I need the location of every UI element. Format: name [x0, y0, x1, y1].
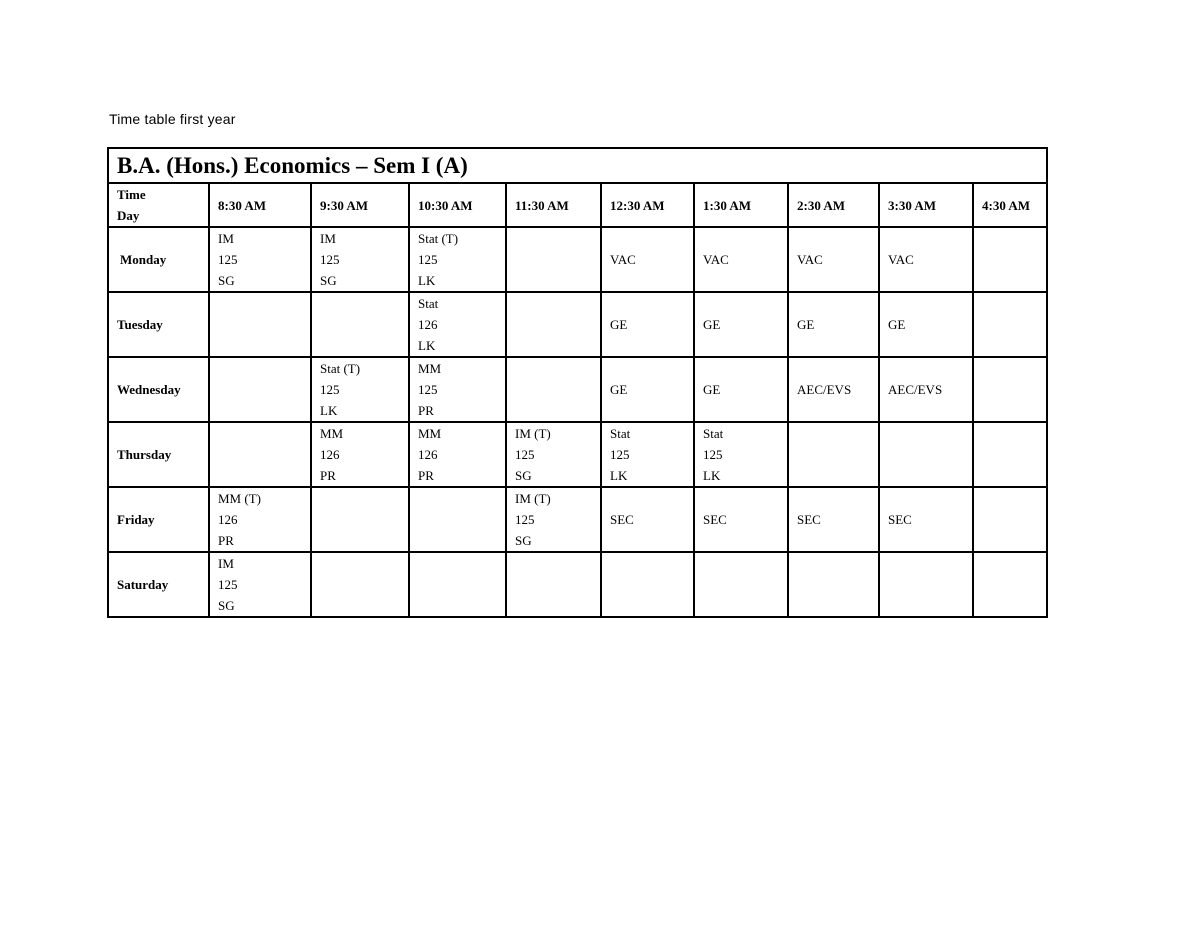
cell-line: 125	[320, 252, 340, 267]
timetable-cell	[409, 552, 506, 617]
cell-line: VAC	[703, 252, 729, 267]
cell-line: SG	[515, 533, 532, 548]
day-row-tuesday	[108, 292, 1047, 357]
timetable-cell	[601, 357, 694, 422]
timetable-cell	[973, 357, 1047, 422]
timetable-cell	[506, 292, 601, 357]
cell-line: SG	[320, 273, 337, 288]
timetable-cell	[788, 357, 879, 422]
timetable-cell	[788, 227, 879, 292]
cell-line: 126	[418, 447, 438, 462]
timetable-cell	[879, 422, 973, 487]
cell-line: GE	[888, 317, 906, 332]
timetable-cell	[209, 227, 311, 292]
cell-line: GE	[610, 382, 628, 397]
timetable-cell	[973, 487, 1047, 552]
time-day-corner	[108, 183, 209, 227]
timetable-cell	[506, 487, 601, 552]
page-caption: Time table first year	[109, 111, 236, 127]
cell-line: Stat (T)	[320, 361, 361, 376]
timetable-cell	[694, 422, 788, 487]
timetable-cell	[601, 422, 694, 487]
timetable-cell	[311, 552, 409, 617]
day-label: Saturday	[108, 552, 209, 617]
cell-line: LK	[610, 468, 628, 483]
timetable-cell	[973, 422, 1047, 487]
day-label: Thursday	[108, 422, 209, 487]
cell-line: GE	[797, 317, 815, 332]
cell-line: 125	[418, 252, 438, 267]
timetable-cell	[879, 292, 973, 357]
header-row	[108, 183, 1047, 227]
header-time-7: 2:30 AM	[788, 183, 879, 227]
timetable	[107, 147, 1048, 618]
cell-line: 125	[703, 447, 723, 462]
timetable-cell	[209, 422, 311, 487]
timetable-cell	[209, 552, 311, 617]
cell-line: SG	[218, 273, 235, 288]
cell-line: LK	[703, 468, 721, 483]
cell-line: SEC	[610, 512, 634, 527]
corner-day-label: Day	[117, 208, 140, 223]
timetable-cell	[311, 227, 409, 292]
timetable-cell	[506, 422, 601, 487]
timetable-cell	[601, 552, 694, 617]
timetable-cell	[973, 552, 1047, 617]
cell-line: MM (T)	[218, 491, 261, 506]
cell-line: AEC/EVS	[888, 382, 943, 397]
cell-line: MM	[418, 361, 442, 376]
day-label: Wednesday	[108, 357, 209, 422]
header-time-3: 10:30 AM	[409, 183, 506, 227]
day-row-wednesday	[108, 357, 1047, 422]
cell-line: 125	[418, 382, 438, 397]
timetable-cell	[694, 487, 788, 552]
day-row-monday	[108, 227, 1047, 292]
day-row-thursday	[108, 422, 1047, 487]
cell-line: 125	[218, 252, 238, 267]
timetable-cell	[879, 227, 973, 292]
cell-line: AEC/EVS	[797, 382, 852, 397]
cell-line: IM	[218, 556, 234, 571]
timetable-cell	[879, 357, 973, 422]
timetable-cell	[209, 292, 311, 357]
timetable-cell	[879, 552, 973, 617]
cell-line: 125	[610, 447, 630, 462]
cell-line: 125	[320, 382, 340, 397]
timetable-cell	[788, 487, 879, 552]
cell-line: PR	[418, 403, 434, 418]
timetable-cell	[311, 422, 409, 487]
corner-time-label: Time	[117, 187, 146, 202]
timetable-cell	[694, 292, 788, 357]
cell-line: LK	[418, 338, 436, 353]
header-time-1: 8:30 AM	[209, 183, 311, 227]
timetable-cell	[694, 357, 788, 422]
timetable-cell	[788, 292, 879, 357]
header-time-9: 4:30 AM	[973, 183, 1047, 227]
cell-line: PR	[418, 468, 434, 483]
timetable-cell	[788, 552, 879, 617]
timetable-cell	[788, 422, 879, 487]
cell-line: Stat	[610, 426, 631, 441]
header-time-8: 3:30 AM	[879, 183, 973, 227]
cell-line: PR	[320, 468, 336, 483]
cell-line: 125	[515, 447, 535, 462]
timetable-cell	[209, 357, 311, 422]
timetable-cell	[879, 487, 973, 552]
timetable-cell	[694, 227, 788, 292]
cell-line: GE	[610, 317, 628, 332]
timetable-cell	[601, 292, 694, 357]
day-label: Friday	[108, 487, 209, 552]
timetable-cell	[506, 357, 601, 422]
cell-line: Stat	[418, 296, 439, 311]
timetable-cell	[506, 227, 601, 292]
cell-line: LK	[418, 273, 436, 288]
cell-line: SEC	[797, 512, 821, 527]
timetable-cell	[973, 227, 1047, 292]
day-label: Tuesday	[108, 292, 209, 357]
cell-line: 126	[320, 447, 340, 462]
timetable-cell	[601, 487, 694, 552]
header-time-6: 1:30 AM	[694, 183, 788, 227]
timetable-cell	[311, 292, 409, 357]
timetable-cell	[311, 357, 409, 422]
cell-line: SEC	[703, 512, 727, 527]
cell-line: VAC	[797, 252, 823, 267]
cell-line: 126	[218, 512, 238, 527]
timetable-cell	[409, 357, 506, 422]
cell-line: SG	[515, 468, 532, 483]
cell-line: MM	[418, 426, 442, 441]
cell-line: 125	[218, 577, 238, 592]
timetable-cell	[409, 422, 506, 487]
header-time-2: 9:30 AM	[311, 183, 409, 227]
cell-line: Stat	[703, 426, 724, 441]
cell-line: MM	[320, 426, 344, 441]
cell-line: GE	[703, 317, 721, 332]
cell-line: 125	[515, 512, 535, 527]
day-label: Monday	[108, 227, 209, 292]
timetable-title: B.A. (Hons.) Economics – Sem I (A)	[108, 148, 1047, 183]
cell-line: VAC	[610, 252, 636, 267]
timetable-cell	[601, 227, 694, 292]
timetable-cell	[209, 487, 311, 552]
cell-line: IM	[218, 231, 234, 246]
cell-line: LK	[320, 403, 338, 418]
cell-line: IM	[320, 231, 336, 246]
timetable-cell	[409, 487, 506, 552]
cell-line: PR	[218, 533, 234, 548]
cell-line: SG	[218, 598, 235, 613]
cell-line: IM (T)	[515, 426, 551, 441]
timetable-cell	[506, 552, 601, 617]
cell-line: GE	[703, 382, 721, 397]
cell-line: 126	[418, 317, 438, 332]
header-time-4: 11:30 AM	[506, 183, 601, 227]
cell-line: Stat (T)	[418, 231, 459, 246]
timetable-cell	[311, 487, 409, 552]
timetable-cell	[409, 227, 506, 292]
cell-line: VAC	[888, 252, 914, 267]
timetable-cell	[694, 552, 788, 617]
day-row-friday	[108, 487, 1047, 552]
cell-line: SEC	[888, 512, 912, 527]
cell-line: IM (T)	[515, 491, 551, 506]
timetable-cell	[973, 292, 1047, 357]
day-row-saturday	[108, 552, 1047, 617]
timetable-cell	[409, 292, 506, 357]
header-time-5: 12:30 AM	[601, 183, 694, 227]
